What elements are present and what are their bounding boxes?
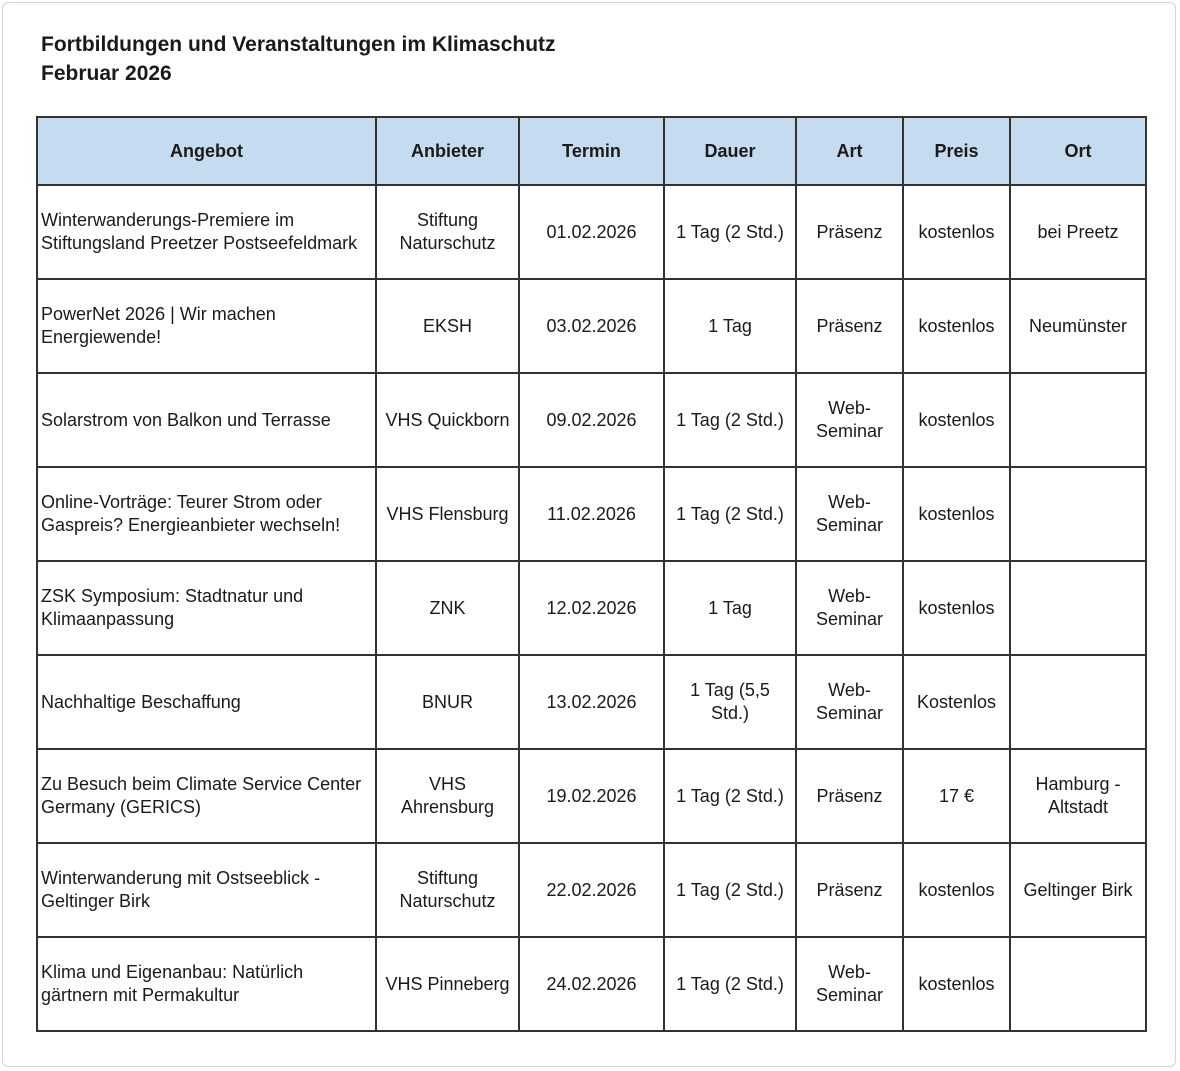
cell-angebot: Solarstrom von Balkon und Terrasse <box>37 373 376 467</box>
header-preis: Preis <box>903 117 1010 185</box>
cell-dauer: 1 Tag (2 Std.) <box>664 185 796 279</box>
cell-angebot: Winterwanderungs-Premiere im Stiftungsland Preetzer Postseefeldmark <box>37 185 376 279</box>
header-art: Art <box>796 117 903 185</box>
table-row <box>37 561 1146 655</box>
cell-termin: 24.02.2026 <box>519 937 664 1031</box>
cell-dauer: 1 Tag (2 Std.) <box>664 937 796 1031</box>
cell-angebot: PowerNet 2026 | Wir machen Energiewende! <box>37 279 376 373</box>
cell-ort <box>1010 373 1146 467</box>
cell-termin: 12.02.2026 <box>519 561 664 655</box>
cell-ort <box>1010 937 1146 1031</box>
cell-dauer: 1 Tag <box>664 279 796 373</box>
cell-angebot: Klima und Eigenanbau: Natürlich gärtnern mit Permakultur <box>37 937 376 1031</box>
cell-termin: 01.02.2026 <box>519 185 664 279</box>
cell-dauer: 1 Tag (2 Std.) <box>664 467 796 561</box>
header-angebot: Angebot <box>37 117 376 185</box>
cell-ort <box>1010 655 1146 749</box>
cell-angebot: Winterwanderung mit Ostseeblick - Geltinger Birk <box>37 843 376 937</box>
cell-dauer: 1 Tag (2 Std.) <box>664 843 796 937</box>
cell-anbieter: ZNK <box>376 561 519 655</box>
cell-anbieter: Stiftung Naturschutz <box>376 185 519 279</box>
cell-art: Web-Seminar <box>796 373 903 467</box>
table-row <box>37 749 1146 843</box>
cell-anbieter: VHS Pinneberg <box>376 937 519 1031</box>
cell-ort <box>1010 467 1146 561</box>
cell-dauer: 1 Tag <box>664 561 796 655</box>
cell-anbieter: Stiftung Naturschutz <box>376 843 519 937</box>
cell-angebot: Online-Vorträge: Teurer Strom oder Gaspreis? Energieanbieter wechseln! <box>37 467 376 561</box>
cell-preis: kostenlos <box>903 185 1010 279</box>
cell-termin: 19.02.2026 <box>519 749 664 843</box>
cell-angebot: Nachhaltige Beschaffung <box>37 655 376 749</box>
table-row <box>37 843 1146 937</box>
cell-termin: 09.02.2026 <box>519 373 664 467</box>
cell-anbieter: BNUR <box>376 655 519 749</box>
cell-ort: Geltinger Birk <box>1010 843 1146 937</box>
cell-termin: 13.02.2026 <box>519 655 664 749</box>
cell-ort: Neumünster <box>1010 279 1146 373</box>
cell-ort: bei Preetz <box>1010 185 1146 279</box>
title-line-2: Februar 2026 <box>41 62 172 85</box>
table-row <box>37 185 1146 279</box>
table-row <box>37 373 1146 467</box>
cell-termin: 03.02.2026 <box>519 279 664 373</box>
cell-ort <box>1010 561 1146 655</box>
cell-art: Web-Seminar <box>796 655 903 749</box>
cell-preis: kostenlos <box>903 843 1010 937</box>
cell-anbieter: EKSH <box>376 279 519 373</box>
cell-termin: 22.02.2026 <box>519 843 664 937</box>
cell-art: Präsenz <box>796 279 903 373</box>
cell-preis: kostenlos <box>903 561 1010 655</box>
header-ort: Ort <box>1010 117 1146 185</box>
cell-dauer: 1 Tag (5,5 Std.) <box>664 655 796 749</box>
cell-angebot: ZSK Symposium: Stadtnatur und Klimaanpassung <box>37 561 376 655</box>
cell-art: Web-Seminar <box>796 467 903 561</box>
cell-preis: kostenlos <box>903 937 1010 1031</box>
header-termin: Termin <box>519 117 664 185</box>
events-table <box>36 116 1147 1032</box>
page-title <box>41 30 556 88</box>
header-dauer: Dauer <box>664 117 796 185</box>
cell-art: Präsenz <box>796 749 903 843</box>
table-row <box>37 937 1146 1031</box>
table-row <box>37 279 1146 373</box>
cell-preis: 17 € <box>903 749 1010 843</box>
cell-preis: kostenlos <box>903 279 1010 373</box>
cell-preis: kostenlos <box>903 373 1010 467</box>
cell-preis: kostenlos <box>903 467 1010 561</box>
cell-anbieter: VHS Ahrensburg <box>376 749 519 843</box>
table-row <box>37 655 1146 749</box>
cell-angebot: Zu Besuch beim Climate Service Center Germany (GERICS) <box>37 749 376 843</box>
cell-dauer: 1 Tag (2 Std.) <box>664 749 796 843</box>
cell-art: Präsenz <box>796 843 903 937</box>
cell-anbieter: VHS Quickborn <box>376 373 519 467</box>
cell-art: Web-Seminar <box>796 561 903 655</box>
cell-dauer: 1 Tag (2 Std.) <box>664 373 796 467</box>
cell-termin: 11.02.2026 <box>519 467 664 561</box>
cell-ort: Hamburg - Altstadt <box>1010 749 1146 843</box>
cell-preis: Kostenlos <box>903 655 1010 749</box>
header-anbieter: Anbieter <box>376 117 519 185</box>
cell-anbieter: VHS Flensburg <box>376 467 519 561</box>
cell-art: Web-Seminar <box>796 937 903 1031</box>
table-row <box>37 467 1146 561</box>
table-header-row <box>37 117 1146 185</box>
cell-art: Präsenz <box>796 185 903 279</box>
title-line-1: Fortbildungen und Veranstaltungen im Klimaschutz <box>41 33 556 56</box>
